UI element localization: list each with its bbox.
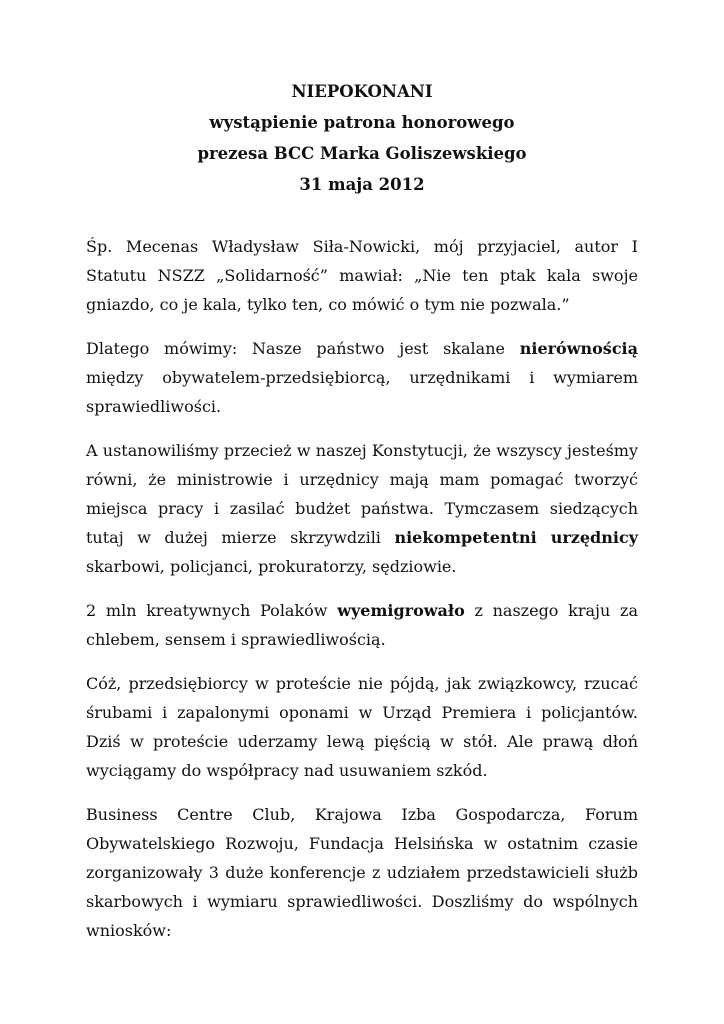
- paragraph-3-emphasis: niekompetentni urzędnicy: [394, 528, 638, 547]
- paragraph-2-emphasis: nierównością: [519, 339, 638, 358]
- document-subtitle: wystąpienie patrona honorowego: [209, 113, 515, 132]
- paragraph-2: [86, 334, 638, 421]
- paragraph-3-text-end: skarbowi, policjanci, prokuratorzy, sędziowie.: [86, 557, 457, 576]
- paragraph-3-text-start: A ustanowiliśmy przecież w naszej Konstytucji, że wszyscy jesteśmy równi, że ministrowie i urzędnicy mają mam pomagać tworzyć miejsca pracy i zasilać budżet państwa. Tymczasem siedzących tutaj w dużej mierze skrzywdzili: [86, 441, 638, 547]
- paragraph-4: [86, 596, 638, 654]
- paragraph-3: [86, 436, 638, 581]
- paragraph-6: Business Centre Club, Krajowa Izba Gospodarcza, Forum Obywatelskiego Rozwoju, Fundacja Helsińska w ostatnim czasie zorganizowały 3 duże konferencje z udziałem przedstawicieli służb skarbowych i wymiaru sprawiedliwości. Doszliśmy do wspólnych wniosków:: [86, 805, 638, 940]
- paragraph-4-text-start: 2 mln kreatywnych Polaków: [86, 601, 338, 620]
- document-body: [86, 232, 638, 960]
- paragraph-5: Cóż, przedsiębiorcy w proteście nie pójdą, jak związkowcy, rzucać śrubami i zapalonymi oponami w Urząd Premiera i policjantów. Dziś w proteście uderzamy lewą pięścią w stół. Ale prawą dłoń wyciągamy do współpracy nad usuwaniem szkód.: [86, 674, 638, 780]
- document-title-block: [0, 76, 724, 200]
- paragraph-2-text-start: Dlatego mówimy: Nasze państwo jest skalane: [86, 339, 520, 358]
- document-date: 31 maja 2012: [299, 175, 425, 194]
- paragraph-4-emphasis: wyemigrowało: [337, 601, 465, 620]
- paragraph-2-text-end: między obywatelem-przedsiębiorcą, urzędnikami i wymiarem sprawiedliwości.: [86, 368, 638, 416]
- document-author-line: prezesa BCC Marka Goliszewskiego: [197, 144, 527, 163]
- paragraph-4-text-end: z naszego kraju za chlebem, sensem i sprawiedliwością.: [86, 601, 638, 649]
- document-title: NIEPOKONANI: [291, 82, 433, 101]
- paragraph-1: Śp. Mecenas Władysław Siła-Nowicki, mój przyjaciel, autor I Statutu NSZZ „Solidarność” mawiał: „Nie ten ptak kala swoje gniazdo, co je kala, tylko ten, co mówić o tym nie pozwala.”: [86, 237, 638, 314]
